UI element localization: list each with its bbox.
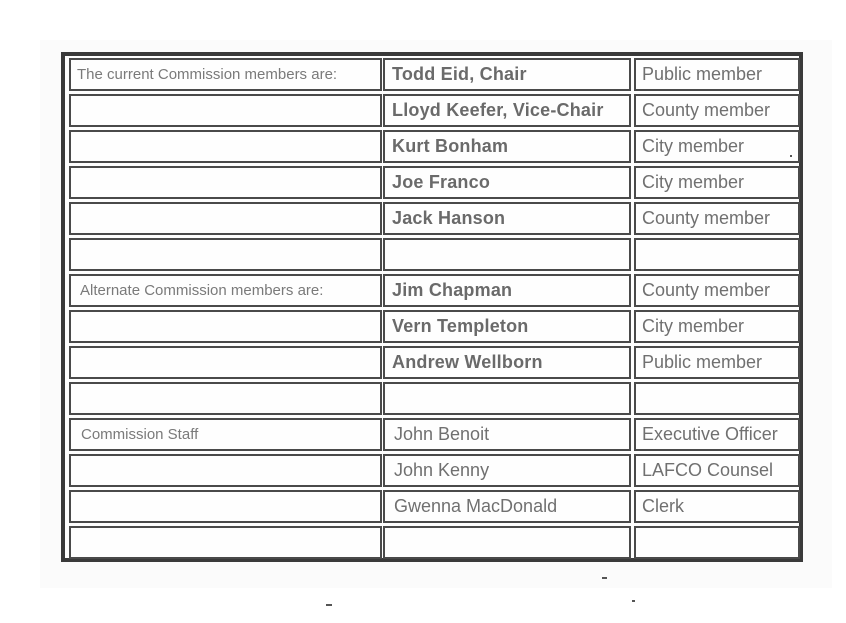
member-name-cell bbox=[383, 346, 631, 379]
table-row bbox=[65, 238, 799, 271]
empty-cell bbox=[69, 94, 382, 127]
empty-cell bbox=[634, 382, 800, 415]
scan-speck bbox=[602, 577, 607, 579]
table-row bbox=[65, 58, 799, 91]
member-name: Jack Hanson bbox=[392, 208, 506, 228]
current-members-heading: The current Commission members are: bbox=[77, 66, 338, 83]
member-name-cell bbox=[383, 454, 631, 487]
empty-cell bbox=[383, 238, 631, 271]
member-role: County member bbox=[642, 280, 771, 300]
table-row bbox=[65, 166, 799, 199]
scan-speck bbox=[632, 600, 635, 602]
scan-speck bbox=[326, 604, 332, 606]
member-name: Vern Templeton bbox=[392, 316, 529, 336]
member-role: City member bbox=[642, 136, 745, 156]
member-name: John Kenny bbox=[394, 460, 490, 480]
member-role-cell bbox=[634, 454, 800, 487]
member-role-cell bbox=[634, 202, 800, 235]
empty-cell bbox=[69, 238, 382, 271]
empty-cell bbox=[383, 382, 631, 415]
table-row bbox=[65, 202, 799, 235]
empty-cell bbox=[69, 526, 382, 559]
member-role-cell bbox=[634, 310, 800, 343]
member-name: Gwenna MacDonald bbox=[394, 496, 558, 516]
member-role: Executive Officer bbox=[642, 424, 778, 444]
empty-cell bbox=[69, 202, 382, 235]
member-name: Andrew Wellborn bbox=[392, 352, 543, 372]
member-role: Clerk bbox=[642, 496, 685, 516]
member-role: Public member bbox=[642, 352, 763, 372]
section-heading-cell bbox=[69, 58, 382, 91]
table-row bbox=[65, 94, 799, 127]
member-name-cell bbox=[383, 490, 631, 523]
table-row bbox=[65, 382, 799, 415]
member-role-cell bbox=[634, 130, 800, 163]
member-name: Joe Franco bbox=[392, 172, 491, 192]
table-row bbox=[65, 346, 799, 379]
member-name-cell bbox=[383, 274, 631, 307]
empty-cell bbox=[69, 382, 382, 415]
member-name: Lloyd Keefer, Vice-Chair bbox=[392, 100, 604, 120]
table-row bbox=[65, 454, 799, 487]
member-role-cell bbox=[634, 274, 800, 307]
commission-roster-table bbox=[61, 52, 803, 562]
section-heading-cell bbox=[69, 418, 382, 451]
empty-cell bbox=[383, 526, 631, 559]
member-name-cell bbox=[383, 418, 631, 451]
member-role: City member bbox=[642, 172, 745, 192]
table-row bbox=[65, 274, 799, 307]
member-role-cell bbox=[634, 94, 800, 127]
member-role: County member bbox=[642, 208, 771, 228]
member-name-cell bbox=[383, 130, 631, 163]
member-name-cell bbox=[383, 94, 631, 127]
member-role-cell bbox=[634, 490, 800, 523]
member-role: Public member bbox=[642, 64, 763, 84]
empty-cell bbox=[634, 238, 800, 271]
member-name: Kurt Bonham bbox=[392, 136, 509, 156]
member-role: City member bbox=[642, 316, 745, 336]
member-role-cell bbox=[634, 418, 800, 451]
member-name: Todd Eid, Chair bbox=[392, 64, 527, 84]
scan-speck bbox=[790, 155, 792, 157]
table-row bbox=[65, 310, 799, 343]
member-name-cell bbox=[383, 58, 631, 91]
section-heading-cell bbox=[69, 274, 382, 307]
member-role-cell bbox=[634, 346, 800, 379]
member-role: County member bbox=[642, 100, 771, 120]
member-role-cell bbox=[634, 58, 800, 91]
alternate-members-heading: Alternate Commission members are: bbox=[80, 282, 324, 299]
member-name-cell bbox=[383, 202, 631, 235]
empty-cell bbox=[69, 490, 382, 523]
member-name-cell bbox=[383, 166, 631, 199]
member-role-cell bbox=[634, 166, 800, 199]
empty-cell bbox=[69, 310, 382, 343]
member-role: LAFCO Counsel bbox=[642, 460, 774, 480]
table-row bbox=[65, 490, 799, 523]
staff-heading: Commission Staff bbox=[81, 426, 199, 443]
empty-cell bbox=[69, 454, 382, 487]
table-row bbox=[65, 130, 799, 163]
empty-cell bbox=[69, 166, 382, 199]
empty-cell bbox=[634, 526, 800, 559]
member-name: John Benoit bbox=[394, 424, 490, 444]
table-row bbox=[65, 418, 799, 451]
member-name-cell bbox=[383, 310, 631, 343]
empty-cell bbox=[69, 346, 382, 379]
member-name: Jim Chapman bbox=[392, 280, 513, 300]
empty-cell bbox=[69, 130, 382, 163]
table-row bbox=[65, 526, 799, 559]
